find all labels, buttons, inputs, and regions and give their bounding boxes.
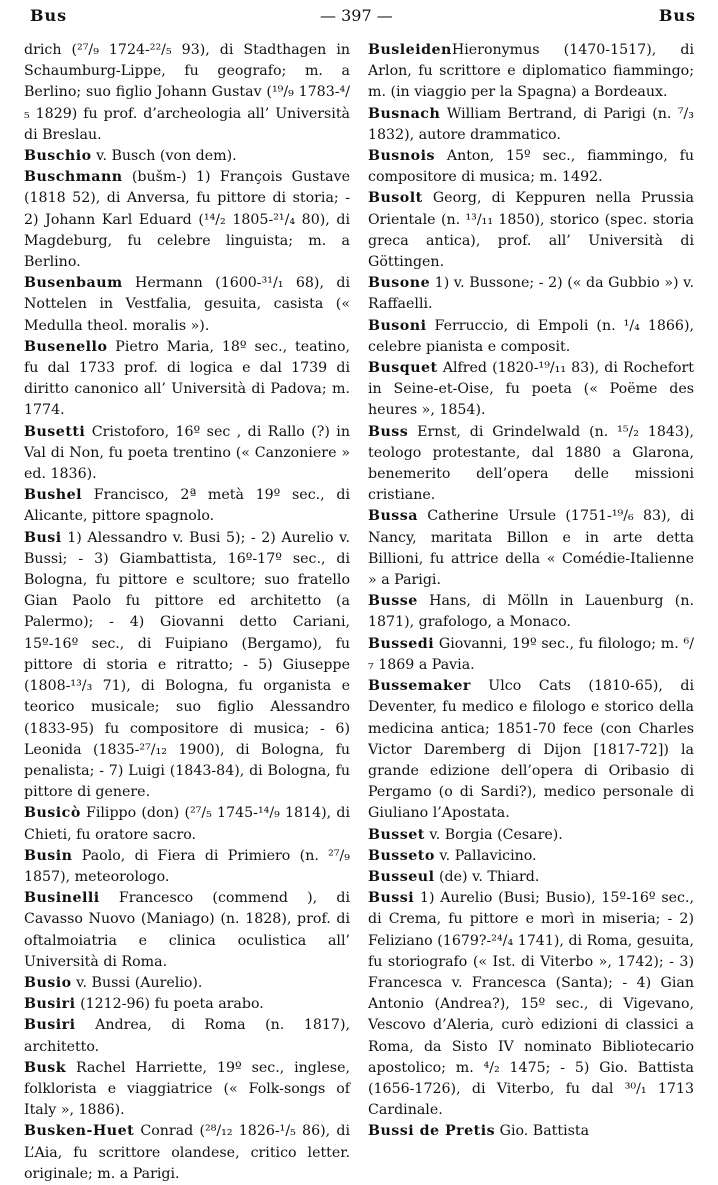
entry-headword: Bussemaker (368, 678, 471, 695)
entry-headword: Bushel (24, 487, 83, 504)
dictionary-entry (368, 846, 694, 867)
entry-text: drich (²⁷/₉ 1724-²²/₅ 93), di Stadthagen in Schaumburg-Lippe, fu geografo; m. a Berlino; suo figlio Johann Gustav (¹⁹/₉ 1783-⁴/₅ 1829) fu prof. d’archeologia all’ Università di Breslau. (24, 42, 350, 143)
entry-headword: Bussi de Pretis (368, 1123, 496, 1140)
entry-text: Hermann (1600-³¹/₁ 68), di Nottelen in Vestfalia, gesuita, casista (« Medulla theol. moralis »). (24, 275, 350, 334)
entry-text: v. Busch (von dem). (91, 148, 237, 165)
dictionary-entry (368, 316, 694, 358)
dictionary-entry (368, 422, 694, 507)
entry-headword: Busk (24, 1059, 67, 1076)
dictionary-entry (368, 273, 694, 315)
dictionary-entry (24, 167, 350, 273)
entry-headword: Busiri (24, 1017, 76, 1034)
entry-headword: Busken-Huet (24, 1123, 135, 1140)
entry-text: (bušm-) 1) François Gustave (1818 52), di Anversa, fu pittore di storia; - 2) Johann Karl Eduard (¹⁴/₂ 1805-²¹/₄ 80), di Magdeburg, fu celebre linguista; m. a Berlino. (24, 169, 350, 271)
entry-text: 1) Aurelio (Busi; Busio), 15º-16º sec., di Crema, fu pittore e morì in miseria; - 2) Feliziano (1679?-²⁴/₄ 1741), di Roma, gesuita, fu storiografo (« Ist. di Viterbo », 1742); - 3) Francesca v. Francesca (Santa); - 4) Gian Antonio (Andrea?), 15º sec., di Vigevano, Vescovo d’Aleria, curò edizioni di classici a Roma, da Sisto IV nominato Bibliotecario apostolico; m. ⁴/₂ 1475; - 5) Gio. Battista (1656-1726), di Viterbo, fu dal ³⁰/₁ 1713 Cardinale. (368, 890, 694, 1119)
entry-text: Gio. Battista (495, 1123, 590, 1140)
entry-text: Anton, 15º sec., fiammingo, fu compositore di musica; m. 1492. (368, 148, 694, 186)
entry-headword: Bussi (368, 890, 415, 907)
dictionary-entry (24, 337, 350, 422)
entry-headword: Busnois (368, 148, 435, 165)
dictionary-entry (24, 422, 350, 486)
entry-text: v. Pallavicino. (434, 847, 537, 864)
dictionary-entry (368, 506, 694, 591)
entry-headword: Busseto (368, 847, 435, 864)
entry-headword: Businelli (24, 890, 100, 907)
entry-text: 1) v. Bussone; - 2) (« da Gubbio ») v. Raffaelli. (368, 275, 694, 313)
entry-headword: Busiri (24, 996, 76, 1013)
entry-headword: Busquet (368, 360, 438, 377)
dictionary-entry (24, 273, 350, 337)
dictionary-entry (24, 1058, 350, 1122)
running-head-right: Bus (658, 6, 696, 25)
entry-headword: Busoni (368, 317, 427, 334)
entry-text: Conrad (²⁸/₁₂ 1826-¹/₅ 86), di L’Aia, fu scrittore olandese, critico letter. originale; m. a Parigi. (24, 1123, 350, 1182)
entry-headword: Busolt (368, 190, 423, 207)
entry-text: Hieronymus (1470-1517), di Arlon, fu scrittore e diplomatico fiammingo; m. (in viaggio per la Spagna) a Bordeaux. (368, 42, 694, 101)
entry-text: Andrea, di Roma (n. 1817), architetto. (24, 1017, 350, 1055)
dictionary-entry (24, 528, 350, 804)
entry-text: Rachel Harriette, 19º sec., inglese, folklorista e viaggiatrice (« Folk-songs of Italy », 1886). (24, 1059, 350, 1119)
page-number: — 397 — (320, 6, 393, 25)
entry-headword: Busi (24, 529, 62, 546)
entry-headword: Buschio (24, 148, 92, 165)
dictionary-entry (368, 676, 694, 824)
entry-headword: Busicò (24, 805, 81, 822)
entry-text: Giovanni, 19º sec., fu filologo; m. ⁶/₇ 1869 a Pavia. (368, 635, 694, 673)
entry-headword: Busnach (368, 105, 441, 122)
dictionary-entry (368, 146, 694, 188)
entry-headword: Busleiden (368, 42, 452, 58)
entry-text: Hans, di Mölln in Lauenburg (n. 1871), grafologo, a Monaco. (368, 593, 694, 631)
entry-text: v. Bussi (Aurelio). (71, 974, 203, 991)
entry-headword: Busse (368, 593, 418, 610)
dictionary-entry (368, 40, 694, 104)
dictionary-entry (368, 867, 694, 888)
entry-headword: Busenbaum (24, 275, 123, 292)
entry-headword: Busenello (24, 338, 108, 355)
entry-headword: Busetti (24, 423, 86, 440)
entry-text: Cristoforo, 16º sec , di Rallo (?) in Val di Non, fu poeta trentino (« Canzoniere » ed. 1836). (24, 423, 350, 483)
dictionary-entry (24, 803, 350, 845)
entry-headword: Busset (368, 826, 425, 843)
entry-headword: Busin (24, 847, 73, 864)
entry-text: 1) Alessandro v. Busi 5); - 2) Aurelio v. Bussi; - 3) Giambattista, 16º-17º sec., di Bologna, fu pittore e scultore; suo fratello Gian Paolo fu pittore ed architetto (a Palermo); - 4) Giovanni detto Cariani, 15º-16º sec., di Fuipiano (Bergamo), fu pittore di storia e ritratto; - 5) Giuseppe (1808-¹³/₃ 71), di Bologna, fu organista e teorico musicale; suo figlio Alessandro (1833-95) fu compositore di musica; - 6) Leonida (1835-²⁷/₁₂ 1900), di Bologna, fu penalista; - 7) Luigi (1843-84), di Bologna, fu pittore di genere. (24, 529, 350, 801)
entry-text: Georg, di Keppuren nella Prussia Orientale (n. ¹³/₁₁ 1850), storico (spec. storia greca antica), prof. all’ Università di Göttingen. (368, 190, 694, 271)
entry-text: Pietro Maria, 18º sec., teatino, fu dal 1733 prof. di logica e dal 1739 di diritto canonico all’ Università di Padova; m. 1774. (24, 338, 350, 419)
dictionary-entry (368, 888, 694, 1121)
entry-headword: Bussa (368, 508, 418, 525)
left-column (24, 40, 350, 1185)
entry-text: Francesco (commend ), di Cavasso Nuovo (Maniago) (n. 1828), prof. di oftalmoiatria e clinica oculistica all’ Università di Roma. (24, 890, 350, 970)
dictionary-entry (368, 1121, 694, 1142)
entry-headword: Busone (368, 275, 431, 292)
dictionary-entry (368, 358, 694, 422)
entry-text: Ferruccio, di Empoli (n. ¹/₄ 1866), celebre pianista e composit. (368, 317, 694, 355)
dictionary-entry (24, 1121, 350, 1185)
dictionary-entry (24, 485, 350, 527)
dictionary-entry (368, 188, 694, 273)
entry-text: v. Borgia (Cesare). (424, 826, 563, 843)
entry-text: Paolo, di Fiera di Primiero (n. ²⁷/₉ 1857), meteorologo. (24, 847, 350, 885)
entry-text: William Bertrand, di Parigi (n. ⁷/₃ 1832), autore drammatico. (368, 105, 694, 143)
entry-headword: Buschmann (24, 169, 123, 186)
dictionary-entry (368, 825, 694, 846)
entry-text: (1212-96) fu poeta arabo. (75, 996, 264, 1013)
dictionary-entry (24, 846, 350, 888)
dictionary-entry (368, 634, 694, 676)
dictionary-entry (368, 591, 694, 633)
entry-text: (de) v. Thiard. (434, 868, 540, 885)
entry-text: Filippo (don) (²⁷/₅ 1745-¹⁴/₉ 1814), di Chieti, fu oratore sacro. (24, 805, 350, 843)
dictionary-entry (24, 973, 350, 994)
entry-text: Catherine Ursule (1751-¹⁹/₆ 83), di Nancy, maritata Billon e in arte detta Billioni, fu attrice della « Comédie-Italienne » a Parigi. (368, 508, 694, 589)
entry-text: Francisco, 2ª metà 19º sec., di Alicante, pittore spagnolo. (24, 487, 350, 525)
page-header (30, 4, 696, 30)
dictionary-entry (368, 104, 694, 146)
dictionary-entry (24, 1015, 350, 1057)
entry-text: Alfred (1820-¹⁹/₁₁ 83), di Rochefort in Seine-et-Oise, fu poeta (« Poëme des heures », 1854). (368, 360, 694, 419)
dictionary-entry (24, 146, 350, 167)
running-head-left: Bus (30, 6, 68, 25)
entry-headword: Buss (368, 423, 409, 440)
right-column (368, 40, 694, 1143)
dictionary-entry (24, 994, 350, 1015)
entry-headword: Bussedi (368, 635, 435, 652)
entry-text: Ulco Cats (1810-65), di Deventer, fu medico e filologo e storico della medicina antica; 1851-70 fece (con Charles Victor Daremberg di Dijon [1817-72]) la grande edizione dell’opera di Oribasio di Pergamo (o di Sardi?), medico personale di Giuliano l’Apostata. (368, 678, 694, 822)
entry-text: Ernst, di Grindelwald (n. ¹⁵/₂ 1843), teologo protestante, dal 1880 a Glarona, benemerito dell’opera delle missioni cristiane. (368, 423, 694, 504)
dictionary-entry (24, 40, 350, 146)
entry-headword: Busio (24, 974, 72, 991)
entry-headword: Busseul (368, 868, 435, 885)
dictionary-entry (24, 888, 350, 973)
